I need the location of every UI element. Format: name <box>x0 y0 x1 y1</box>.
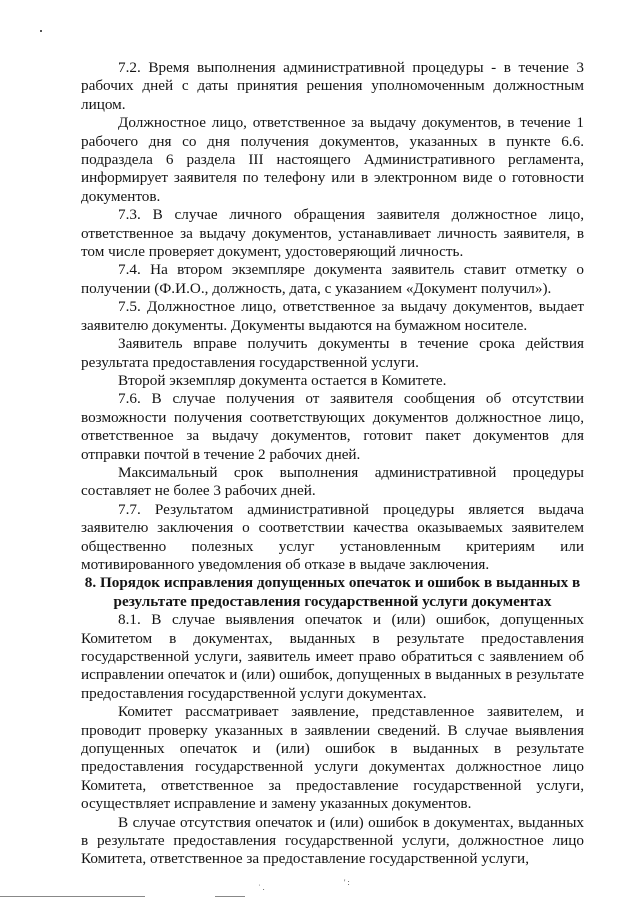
scan-speck-1: ˙ . <box>258 883 265 892</box>
scan-line-bottom-mid <box>215 896 245 897</box>
paragraph-7-4: 7.4. На втором экземпляре документа заявитель ставит отметку о получении (Ф.И.О., должность, дата, с указанием «Документ получил»). <box>81 261 584 297</box>
paragraph-7-7: 7.7. Результатом административной процедуры является выдача заявителю заключения о соответствии качества оказываемых заявителем общественно полезных услуг установленным критериям или мотивированного уведомления об отказе в выдаче заключения. <box>81 500 584 573</box>
paragraph-review: Комитет рассматривает заявление, представленное заявителем, и проводит проверку указанных в заявлении сведений. В случае выявления допущенных опечаток и (или) ошибок в выданных в результате предоставления государственной услуги документах должностное лицо Комитета, ответственное за предоставление государственной услуги, осуществляет исправление и замену указанных документов. <box>81 703 584 813</box>
document-page <box>81 59 584 869</box>
scan-line-bottom-left <box>0 896 145 897</box>
paragraph-7-3: 7.3. В случае личного обращения заявителя должностное лицо, ответственное за выдачу документов, устанавливает личность заявителя, в том числе проверяет документ, удостоверяющий личность. <box>81 206 584 261</box>
paragraph-receive-right: Заявитель вправе получить документы в течение срока действия результата предоставления государственной услуги. <box>81 335 584 371</box>
paragraph-7-6: 7.6. В случае получения от заявителя сообщения об отсутствии возможности получения соответствующих документов должностное лицо, ответственное за выдачу документов, готовит пакет документов для отправки почтой в течение 2 рабочих дней. <box>81 390 584 463</box>
paragraph-second-copy: Второй экземпляр документа остается в Комитете. <box>118 371 447 389</box>
scan-dot-top-left <box>40 30 42 32</box>
section-heading-8: 8. Порядок исправления допущенных опечаток и ошибок в выданных в результате предоставления государственной услуги документах <box>84 574 581 610</box>
paragraph-max-term: Максимальный срок выполнения административной процедуры составляет не более 3 рабочих дней. <box>81 463 584 500</box>
paragraph-7-2: 7.2. Время выполнения административной процедуры - в течение 3 рабочих дней с даты принятия решения уполномоченным должностным лицом. <box>81 59 584 113</box>
paragraph-7-5: 7.5. Должностное лицо, ответственное за выдачу документов, выдает заявителю документы. Документы выдаются на бумажном носителе. <box>81 298 584 334</box>
paragraph-notify: Должностное лицо, ответственное за выдачу документов, в течение 1 рабочего дня со дня получения документов, указанных в пункте 6.6. подраздела 6 раздела III настоящего Административного регламента, информирует заявителя по телефону или в электронном виде о готовности документов. <box>81 114 584 205</box>
paragraph-8-1: 8.1. В случае выявления опечаток и (или) ошибок, допущенных Комитетом в документах, выданных в результате предоставления государственной услуги, заявитель имеет право обратиться с заявлением об исправлении опечаток и (или) ошибок, допущенных в выданных в результате предоставления государственной услуги документах. <box>81 611 584 702</box>
scan-speck-2: ' : <box>344 878 350 887</box>
paragraph-no-errors: В случае отсутствия опечаток и (или) ошибок в документах, выданных в результате предоставления государственной услуги, должностное лицо Комитета, ответственное за предоставление государственной услуги, <box>81 813 584 868</box>
